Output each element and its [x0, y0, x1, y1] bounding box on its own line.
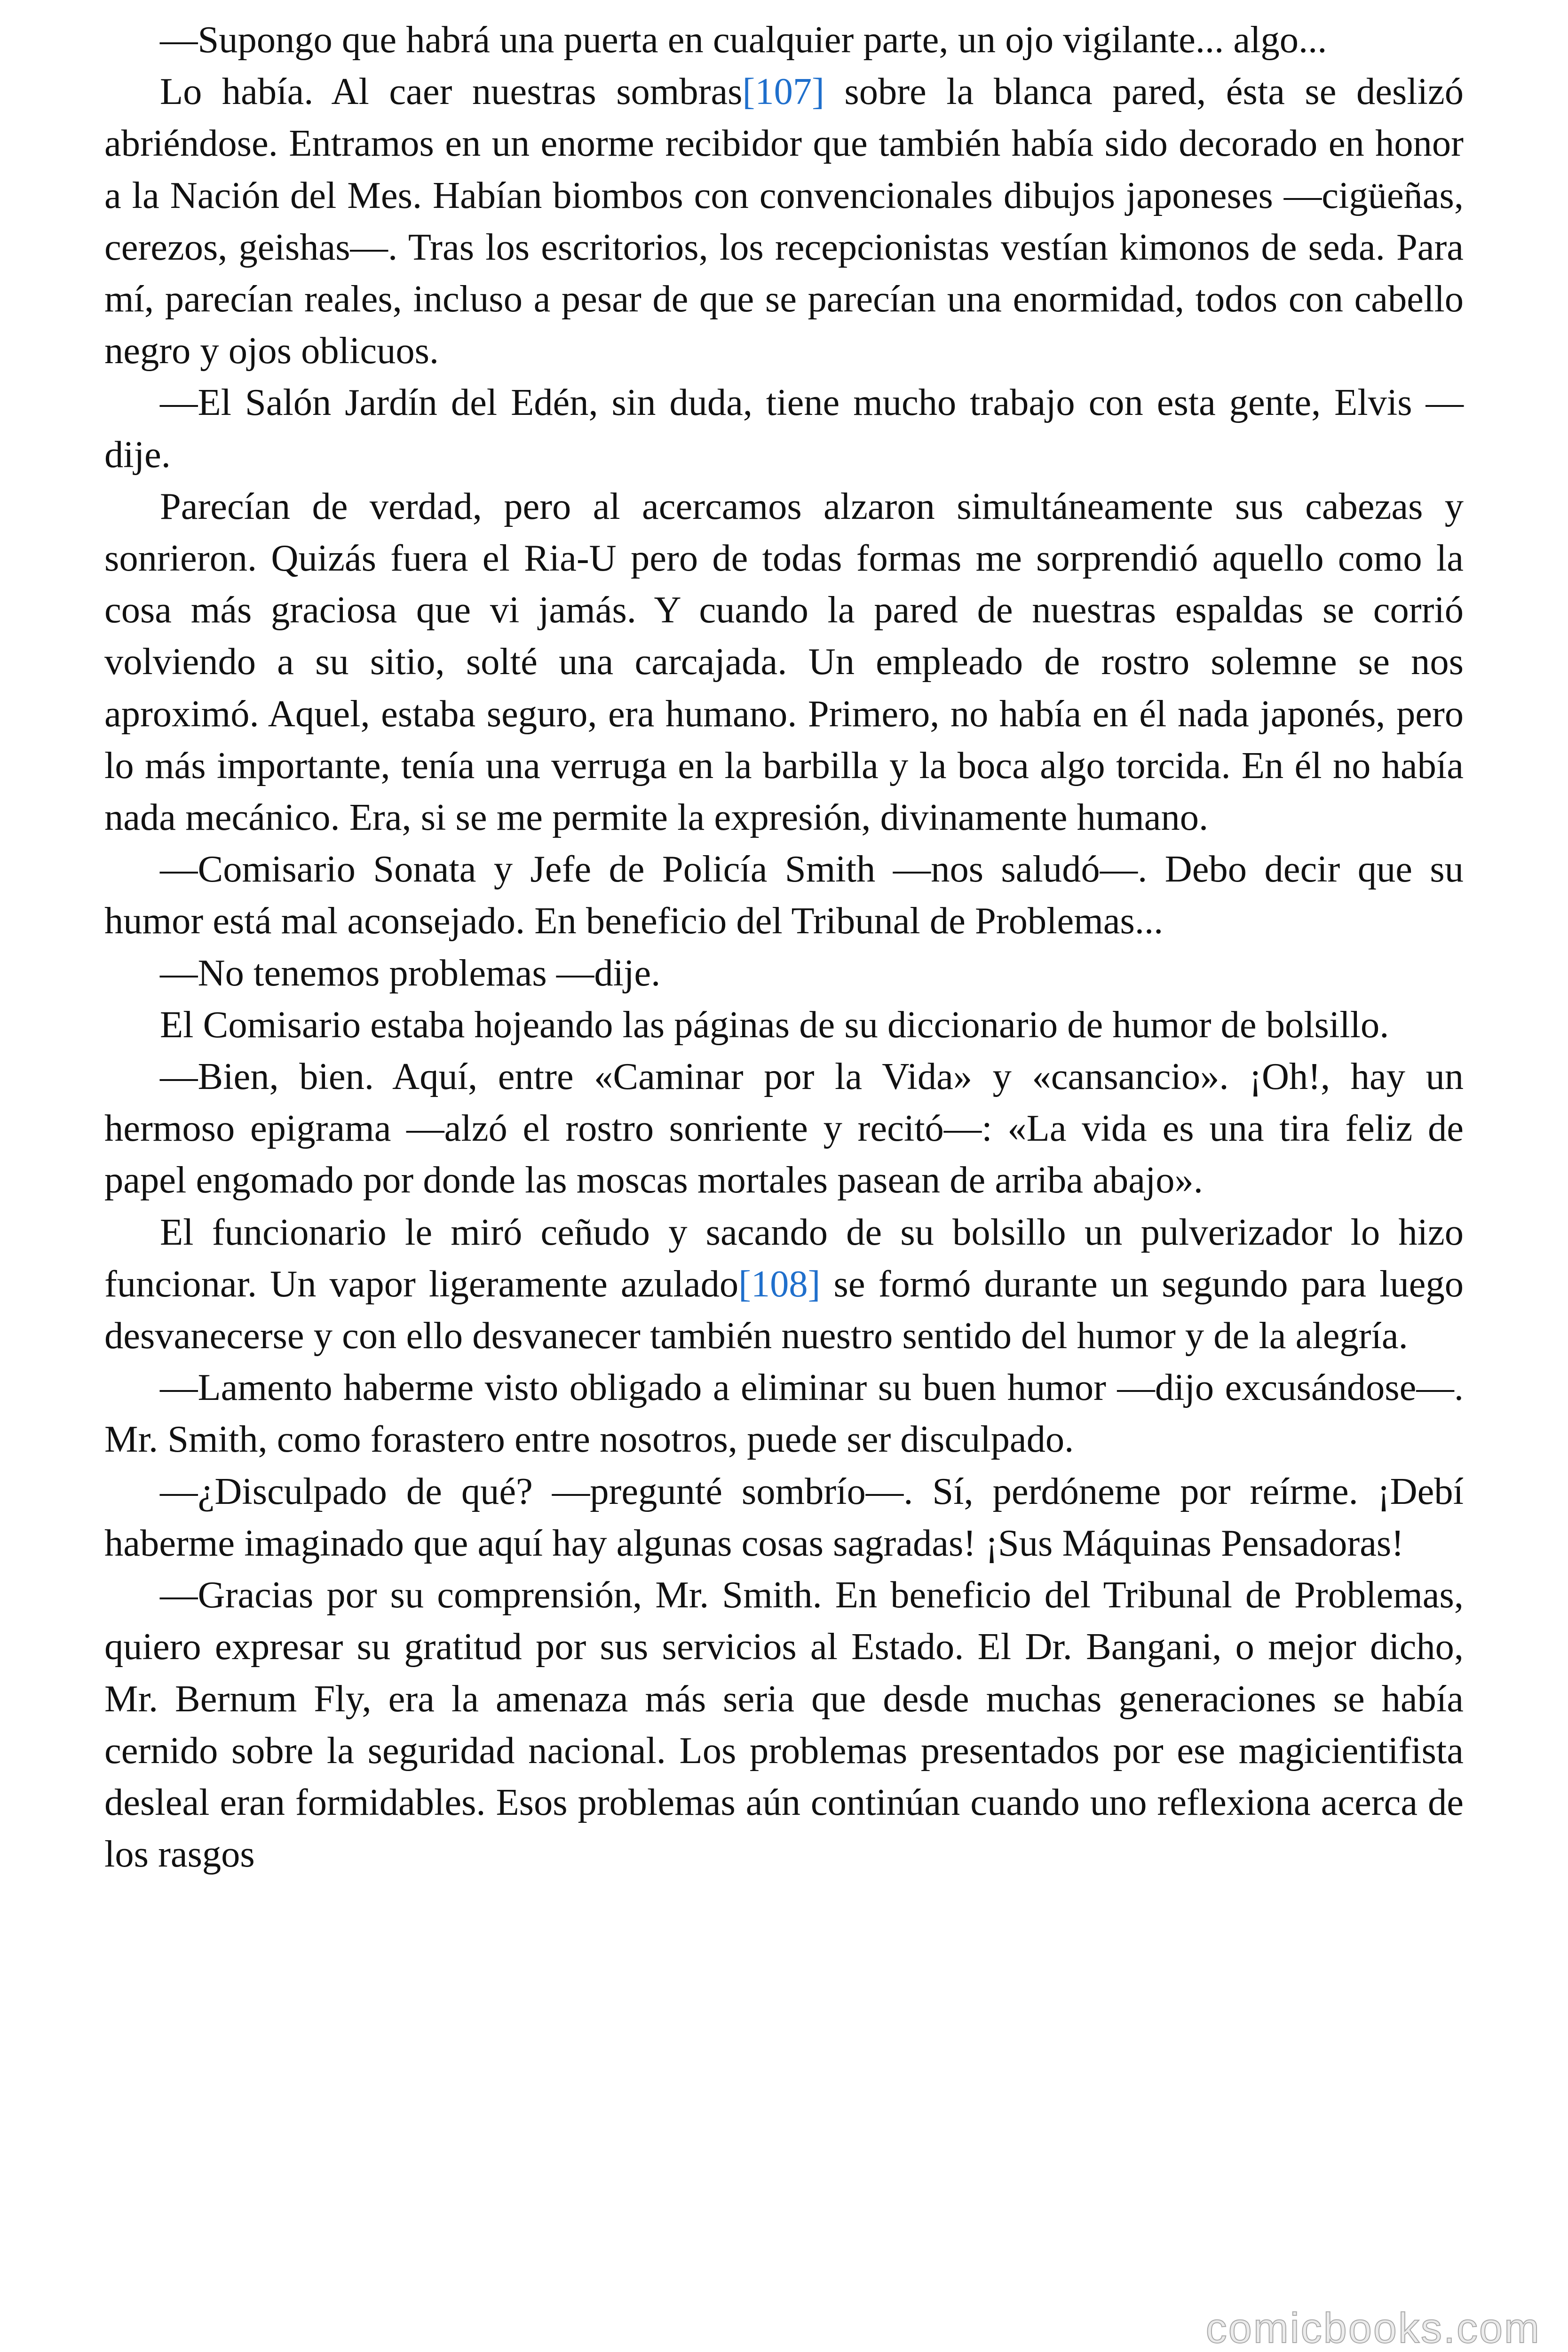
- paragraph: [104, 999, 1464, 1051]
- paragraph: [104, 1362, 1464, 1465]
- watermark: comicbooks.com: [1205, 2305, 1541, 2352]
- paragraph-text: —No tenemos problemas —dije.: [160, 952, 661, 994]
- paragraph: [104, 1466, 1464, 1569]
- paragraph-text: —El Salón Jardín del Edén, sin duda, tiene mucho trabajo con esta gente, Elvis —dije.: [104, 381, 1464, 476]
- paragraph-text: —Gracias por su comprensión, Mr. Smith. En beneficio del Tribunal de Problemas, quiero expresar su gratitud por sus servicios al Estado. El Dr. Bangani, o mejor dicho, Mr. Bernum Fly, era la amenaza más seria que desde muchas generaciones se había cernido sobre la seguridad nacional. Los problemas presentados por ese magicientifista desleal eran formidables. Esos problemas aún continúan cuando uno reflexiona acerca de los rasgos: [104, 1574, 1464, 1875]
- paragraph: [104, 1207, 1464, 1362]
- footnote-link-107[interactable]: [107]: [742, 71, 824, 113]
- paragraph: [104, 1051, 1464, 1207]
- paragraph: [104, 481, 1464, 843]
- paragraph: [104, 843, 1464, 947]
- paragraph-text: Lo había. Al caer nuestras sombras: [160, 71, 743, 113]
- book-page-text: [104, 14, 1464, 1880]
- paragraph: [104, 1569, 1464, 1880]
- paragraph-text: Parecían de verdad, pero al acercamos alzaron simultáneamente sus cabezas y sonrieron. Quizás fuera el Ria-U pero de todas formas me sorprendió aquello como la cosa más graciosa que vi jamás. Y cuando la pared de nuestras espaldas se corrió volviendo a su sitio, solté una carcajada. Un empleado de rostro solemne se nos aproximó. Aquel, estaba seguro, era humano. Primero, no había en él nada japonés, pero lo más importante, tenía una verruga en la barbilla y la boca algo torcida. En él no había nada mecánico. Era, si se me permite la expresión, divinamente humano.: [104, 485, 1464, 839]
- paragraph-text: —Lamento haberme visto obligado a eliminar su buen humor —dijo excusándose—. Mr. Smith, como forastero entre nosotros, puede ser disculpado.: [104, 1367, 1464, 1461]
- paragraph: [104, 66, 1464, 377]
- paragraph-text: —Supongo que habrá una puerta en cualquier parte, un ojo vigilante... algo...: [160, 19, 1327, 61]
- paragraph-text: se formó durante un segundo para luego desvanecerse y con ello desvanecer también nuestro sentido del humor y de la alegría.: [104, 1263, 1464, 1357]
- paragraph-text: sobre la blanca pared, ésta se deslizó abriéndose. Entramos en un enorme recibidor que también había sido decorado en honor a la Nación del Mes. Habían biombos con convencionales dibujos japoneses —cigüeñas, cerezos, geishas—. Tras los escritorios, los recepcionistas vestían kimonos de seda. Para mí, parecían reales, incluso a pesar de que se parecían una enormidad, todos con cabello negro y ojos oblicuos.: [104, 71, 1464, 372]
- paragraph: [104, 947, 1464, 999]
- footnote-link-108[interactable]: [108]: [738, 1263, 821, 1305]
- paragraph-text: —Bien, bien. Aquí, entre «Caminar por la Vida» y «cansancio». ¡Oh!, hay un hermoso epigrama —alzó el rostro sonriente y recitó—: «La vida es una tira feliz de papel engomado por donde las moscas mortales pasean de arriba abajo».: [104, 1056, 1464, 1201]
- paragraph-text: El Comisario estaba hojeando las páginas de su diccionario de humor de bolsillo.: [160, 1003, 1389, 1046]
- paragraph: [104, 14, 1464, 66]
- paragraph-text: —¿Disculpado de qué? —pregunté sombrío—. Sí, perdóneme por reírme. ¡Debí haberme imaginado que aquí hay algunas cosas sagradas! ¡Sus Máquinas Pensadoras!: [104, 1470, 1464, 1564]
- paragraph-text: —Comisario Sonata y Jefe de Policía Smith —nos saludó—. Debo decir que su humor está mal aconsejado. En beneficio del Tribunal de Problemas...: [104, 848, 1464, 942]
- paragraph: [104, 377, 1464, 480]
- paragraph-text: El funcionario le miró ceñudo y sacando de su bolsillo un pulverizador lo hizo funcionar. Un vapor ligeramente azulado: [104, 1211, 1464, 1305]
